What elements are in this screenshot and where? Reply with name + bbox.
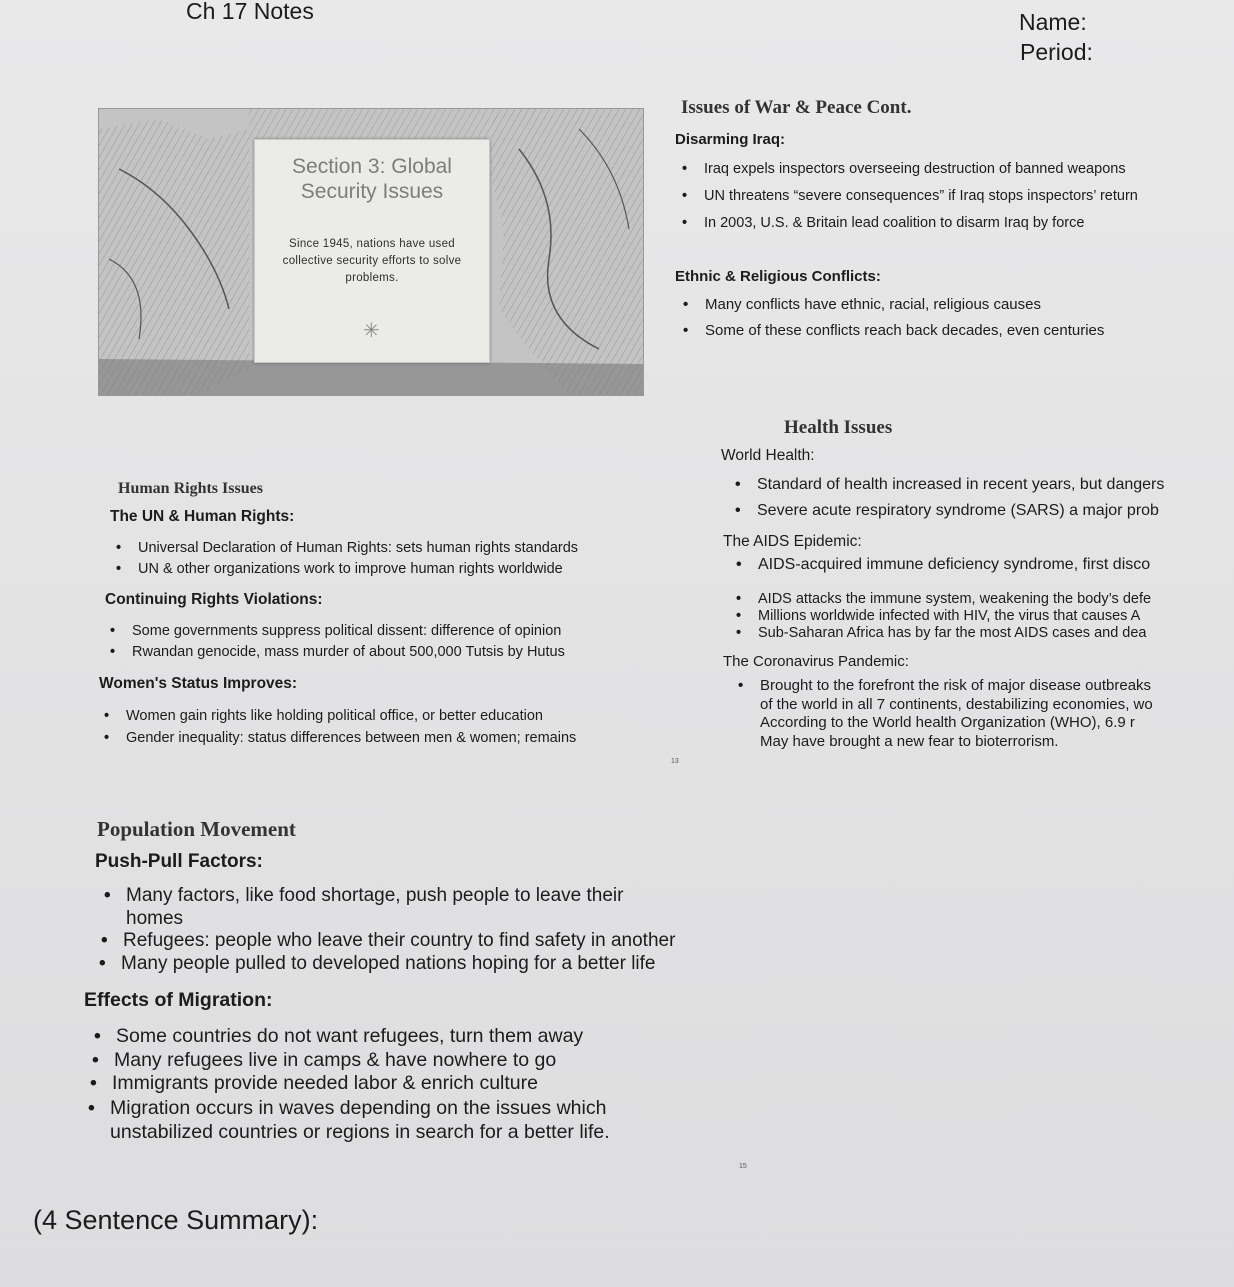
list-item: • Some countries do not want refugees, turn them away [116, 1025, 583, 1048]
page-title: Ch 17 Notes [186, 0, 314, 24]
population-heading: Population Movement [97, 817, 296, 841]
list-item: • Immigrants provide needed labor & enrich culture [112, 1072, 538, 1095]
slide-title-line: Security Issues [300, 180, 444, 203]
iraq-list [704, 156, 1138, 237]
ornament-icon: ✳ [363, 320, 380, 342]
list-item-line: • Many factors, like food shortage, push people to leave their [126, 885, 624, 906]
ethnic-heading: Ethnic & Religious Conflicts: [675, 268, 881, 285]
list-item: • Severe acute respiratory syndrome (SARS) a major prob [757, 498, 1164, 524]
list-item: • In 2003, U.S. & Britain lead coalition to disarm Iraq by force [704, 210, 1138, 237]
list-item: • Many conflicts have ethnic, racial, religious causes [705, 292, 1104, 318]
list-item: • Millions worldwide infected with HIV, the virus that causes A [758, 608, 1151, 625]
un-list [138, 538, 578, 580]
corona-line: • Brought to the forefront the risk of major disease outbreaks [760, 677, 1153, 696]
women-list [126, 705, 576, 749]
health-heading: Health Issues [784, 417, 893, 438]
corona-line: According to the World health Organization (WHO), 6.9 r [760, 714, 1135, 731]
aids-list [758, 591, 1151, 642]
corona-line: of the world in all 7 continents, destabilizing economies, wo [760, 695, 1153, 713]
slide-card [254, 139, 490, 363]
aids-heading: The AIDS Epidemic: [723, 533, 862, 550]
war-peace-heading: Issues of War & Peace Cont. [681, 97, 912, 118]
page-mark: 15 [739, 1163, 747, 1170]
push-pull-heading: Push-Pull Factors: [95, 851, 263, 872]
page-mark: 13 [671, 758, 679, 765]
list-item: • Many people pulled to developed nations hoping for a better life [121, 953, 656, 975]
women-heading: Women's Status Improves: [99, 675, 298, 692]
effects-heading: Effects of Migration: [84, 989, 273, 1011]
corona-line: May have brought a new fear to bioterrorism. [760, 732, 1059, 750]
list-item: • UN & other organizations work to improve human rights worldwide [138, 559, 578, 580]
corona-heading: The Coronavirus Pandemic: [723, 653, 909, 670]
list-item: • Many refugees live in camps & have nowhere to go [114, 1049, 556, 1072]
violations-list [132, 621, 565, 663]
slide-title-line: Section 3: Global [292, 155, 452, 178]
period-label: Period: [1020, 39, 1093, 65]
list-item: • Iraq expels inspectors overseeing destruction of banned weapons [704, 156, 1138, 183]
list-item: • Some governments suppress political dissent: difference of opinion [132, 621, 565, 642]
slide-image [98, 108, 644, 396]
list-item-line: homes [126, 908, 184, 929]
list-item: • Some of these conflicts reach back decades, even centuries [705, 318, 1104, 344]
violations-heading: Continuing Rights Violations: [105, 591, 323, 608]
list-item: • UN threatens “severe consequences” if Iraq stops inspectors’ return [704, 183, 1138, 210]
list-item: • Women gain rights like holding political office, or better education [126, 705, 576, 727]
human-rights-heading: Human Rights Issues [118, 480, 263, 497]
list-item [110, 1096, 610, 1144]
name-label: Name: [1019, 9, 1087, 35]
list-item [126, 884, 623, 930]
list-item: • Rwandan genocide, mass murder of about 500,000 Tutsis by Hutus [132, 642, 565, 663]
list-item-line: • Migration occurs in waves depending on the issues which [110, 1097, 607, 1119]
list-item: • AIDS-acquired immune deficiency syndrome, first disco [758, 556, 1150, 574]
un-heading: The UN & Human Rights: [110, 508, 295, 525]
summary-label: (4 Sentence Summary): [33, 1205, 319, 1235]
list-item: • Standard of health increased in recent years, but dangers [757, 472, 1164, 498]
world-health-list [757, 472, 1164, 524]
slide-text: Since 1945, nations have used collective security efforts to solve problems. [282, 238, 462, 284]
list-item: • Refugees: people who leave their country to find safety in another [123, 930, 675, 952]
list-item-line: unstabilized countries or regions in search for a better life. [110, 1121, 610, 1143]
list-item: • Sub-Saharan Africa has by far the most AIDS cases and dea [758, 625, 1151, 642]
list-item: • Gender inequality: status differences between men & women; remains [126, 727, 576, 749]
iraq-heading: Disarming Iraq: [675, 131, 786, 148]
corona-text [760, 677, 1153, 751]
ethnic-list [705, 292, 1104, 344]
list-item: • AIDS attacks the immune system, weakening the body’s defe [758, 591, 1151, 608]
world-health-heading: World Health: [721, 447, 815, 464]
list-item: • Universal Declaration of Human Rights: sets human rights standards [138, 538, 578, 559]
slide-title [255, 154, 489, 204]
